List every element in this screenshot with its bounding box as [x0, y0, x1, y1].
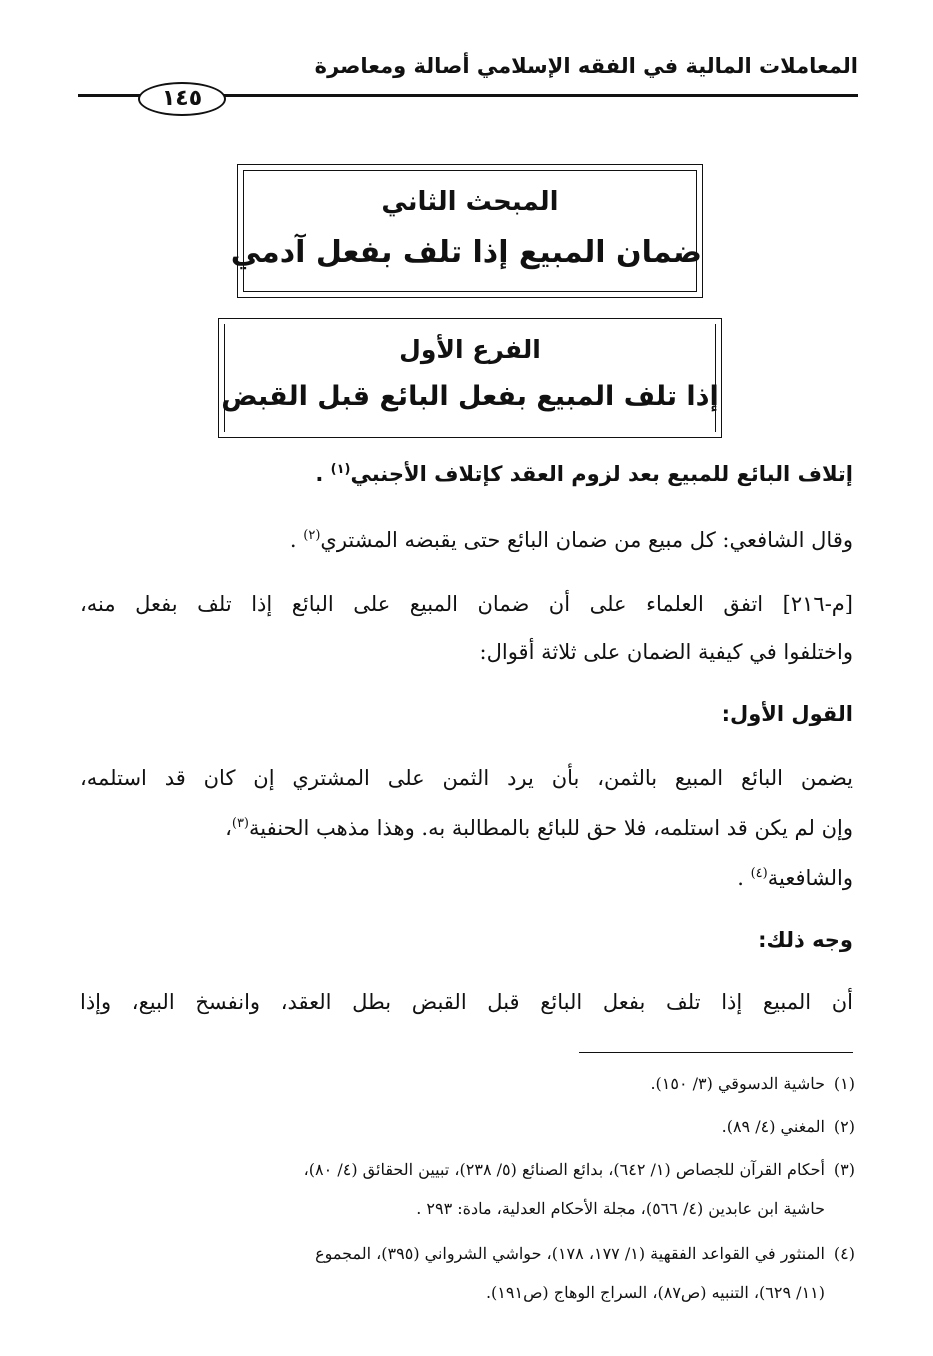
footnote-rule — [579, 1052, 853, 1053]
section-heading-box — [230, 164, 703, 298]
book-title: المعاملات المالية في الفقه الإسلامي أصالة ومعاصرة — [314, 54, 858, 78]
footnote-1-text: حاشية الدسوقي (٣/ ١٥٠). — [650, 1074, 825, 1093]
footnote-ref-4: (٤) — [750, 866, 768, 881]
paragraph-4-line-3-text: والشافعية — [767, 866, 853, 890]
footnote-2 — [722, 1117, 855, 1136]
paragraph-1-text: إتلاف البائع للمبيع بعد لزوم العقد كإتلاف الأجنبي — [350, 462, 853, 486]
section-subtitle: ضمان المبيع إذا تلف بفعل آدمي — [230, 235, 702, 270]
footnote-ref-2: (٢) — [303, 528, 321, 543]
subsection-subtitle: إذا تلف المبيع بفعل البائع قبل القبض — [221, 381, 719, 412]
paragraph-2 — [290, 528, 853, 552]
section-title: المبحث الثاني — [381, 187, 559, 217]
first-opinion-heading: القول الأول: — [721, 702, 853, 726]
footnote-3 — [304, 1160, 855, 1179]
paragraph-4-line-1: يضمن البائع المبيع بالثمن، بأن يرد الثمن على المشتري إن كان قد استلمه، — [80, 766, 853, 790]
footnote-3-number: (٣) — [833, 1160, 855, 1179]
footnote-1-number: (١) — [833, 1074, 855, 1093]
paragraph-2-text: وقال الشافعي: كل مبيع من ضمان البائع حتى يقبضه المشتري — [320, 528, 853, 552]
subsection-title: الفرع الأول — [399, 335, 541, 364]
paragraph-2-end: . — [289, 528, 297, 552]
paragraph-3-line-1: [م-٢١٦] اتفق العلماء على أن ضمان المبيع على البائع إذا تلف بفعل منه، — [80, 592, 853, 616]
paragraph-4-line-3 — [737, 866, 853, 890]
paragraph-4-line-2-end: ، — [225, 816, 232, 840]
paragraph-3-line-2: واختلفوا في كيفية الضمان على ثلاثة أقوال: — [479, 640, 853, 664]
paragraph-4-line-2-text: وإن لم يكن قد استلمه، فلا حق للبائع بالمطالبة به. وهذا مذهب الحنفية — [249, 816, 853, 840]
footnote-1 — [650, 1074, 855, 1093]
paragraph-4-line-2 — [225, 816, 853, 840]
footnote-2-number: (٢) — [833, 1117, 855, 1136]
footnote-3-text: أحكام القرآن للجصاص (١/ ٦٤٢)، بدائع الصنائع (٥/ ٢٣٨)، تبيين الحقائق (٤/ ٨٠)، — [303, 1160, 825, 1179]
footnote-4 — [315, 1244, 855, 1263]
paragraph-4-line-3-end: . — [737, 866, 744, 890]
subsection-heading-box — [218, 318, 722, 438]
paragraph-1-end: . — [315, 462, 324, 486]
page-number: ١٤٥ — [138, 82, 226, 116]
footnote-2-text: المغني (٤/ ٨٩). — [721, 1117, 825, 1136]
running-header — [78, 52, 858, 111]
paragraph-5-line-1: أن المبيع إذا تلف بفعل البائع قبل القبض بطل العقد، وانفسخ البيع، وإذا — [80, 990, 853, 1014]
footnote-4-continuation: (١١/ ٦٢٩)، التنبيه (ص٨٧)، السراج الوهاج (ص١٩١). — [485, 1283, 825, 1302]
footnote-4-number: (٤) — [833, 1244, 855, 1263]
footnote-4-text: المنثور في القواعد الفقهية (١/ ١٧٧، ١٧٨)، حواشي الشرواني (٣٩٥)، المجموع — [315, 1244, 825, 1263]
footnote-3-continuation: حاشية ابن عابدين (٤/ ٥٦٦)، مجلة الأحكام العدلية، مادة: ٢٩٣ . — [416, 1199, 825, 1218]
footnote-ref-3: (٣) — [231, 816, 249, 831]
paragraph-1 — [315, 462, 853, 486]
footnote-ref-1: (١) — [330, 462, 351, 477]
reason-heading: وجه ذلك: — [758, 928, 853, 952]
